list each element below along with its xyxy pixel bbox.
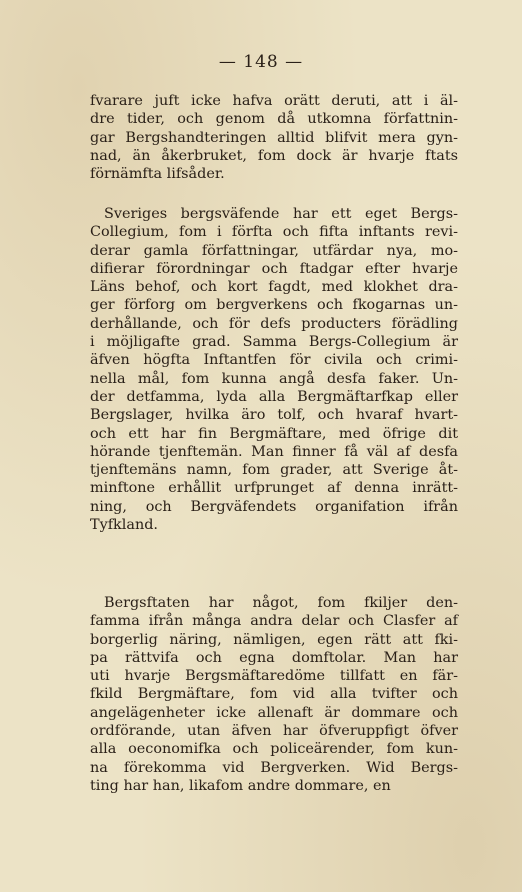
- text-line: fkild Bergmäftare, fom vid alla tvifter och: [90, 686, 458, 703]
- text-line: Sveriges bergsväfende har ett eget Bergs-: [104, 206, 458, 222]
- text-line: förnämfta lifsåder.: [90, 166, 225, 183]
- text-line: derhållande, och för defs producters förädling: [90, 315, 458, 332]
- text-line: Collegium, fom i förfta och fifta inftants revi-: [90, 224, 458, 241]
- text-line: ting har han, likafom andre dommare, en: [90, 777, 391, 794]
- text-line: der detfamma, lyda alla Bergmäftarfkap eller: [90, 388, 458, 405]
- text-line: tjenftemäns namn, fom grader, att Sverige åt-: [90, 462, 458, 479]
- text-line: angelägenheter icke allenaft är dommare och: [90, 704, 458, 721]
- text-line: Bergsftaten har något, fom fkiljer den-: [104, 595, 458, 611]
- text-line: na förekomma vid Bergverken. Wid Bergs-: [90, 759, 458, 776]
- text-line: ger förforg om bergverkens och fkogarnas un-: [90, 297, 458, 314]
- text-line: hörande tjenftemän. Man finner få väl af desfa: [90, 443, 458, 460]
- text-line: derar gamla författningar, utfärdar nya, mo-: [90, 242, 458, 259]
- text-line: i möjligafte grad. Samma Bergs-Collegium är: [90, 334, 458, 351]
- text-line: ning, och Bergväfendets organifation ifrån: [90, 498, 458, 515]
- text-line: nad, än åkerbruket, fom dock är hvarje ftats: [90, 147, 458, 164]
- text-line: Tyfkland.: [90, 517, 159, 534]
- paragraph-continuation: [90, 92, 458, 183]
- paragraph-bergs-collegium: [90, 205, 458, 534]
- text-line: Bergslager, hvilka äro tolf, och hvaraf hvart-: [90, 407, 458, 424]
- text-line: famma ifrån många andra delar och Clasfer af: [90, 613, 458, 630]
- text-line: borgerlig näring, nämligen, egen rätt att fki-: [90, 631, 458, 648]
- text-line: äfven högfta Inftantfen för civila och crimi-: [90, 352, 458, 369]
- text-line: alla oeconomifka och policeärender, fom kun-: [90, 741, 458, 758]
- text-line: uti hvarje Bergsmäftaredöme tillfatt en fär-: [90, 668, 458, 685]
- text-line: ordförande, utan äfven har öfveruppfigt öfver: [90, 723, 458, 740]
- text-line: minftone erhållit urfprunget af denna inrätt-: [90, 480, 458, 497]
- text-line: pa rättvifa och egna domftolar. Man har: [90, 649, 458, 666]
- text-line: dre tider, och genom då utkomna författnin-: [90, 111, 458, 128]
- text-line: och ett har fin Bergmäftare, med öfrige dit: [90, 425, 458, 442]
- text-line: fvarare juft icke hafva orätt deruti, att i äl-: [90, 93, 458, 109]
- paragraph-bergsstaten: [90, 594, 458, 795]
- text-line: gar Bergshandteringen alltid blifvit mera gyn-: [90, 129, 458, 146]
- text-line: Läns behof, och kort fagdt, med klokhet dra-: [90, 279, 458, 296]
- text-line: nella mål, fom kunna angå desfa faker. Un-: [90, 370, 458, 387]
- text-line: difierar förordningar och ftadgar efter hvarje: [90, 260, 458, 277]
- page-number-header: — 148 —: [218, 52, 304, 72]
